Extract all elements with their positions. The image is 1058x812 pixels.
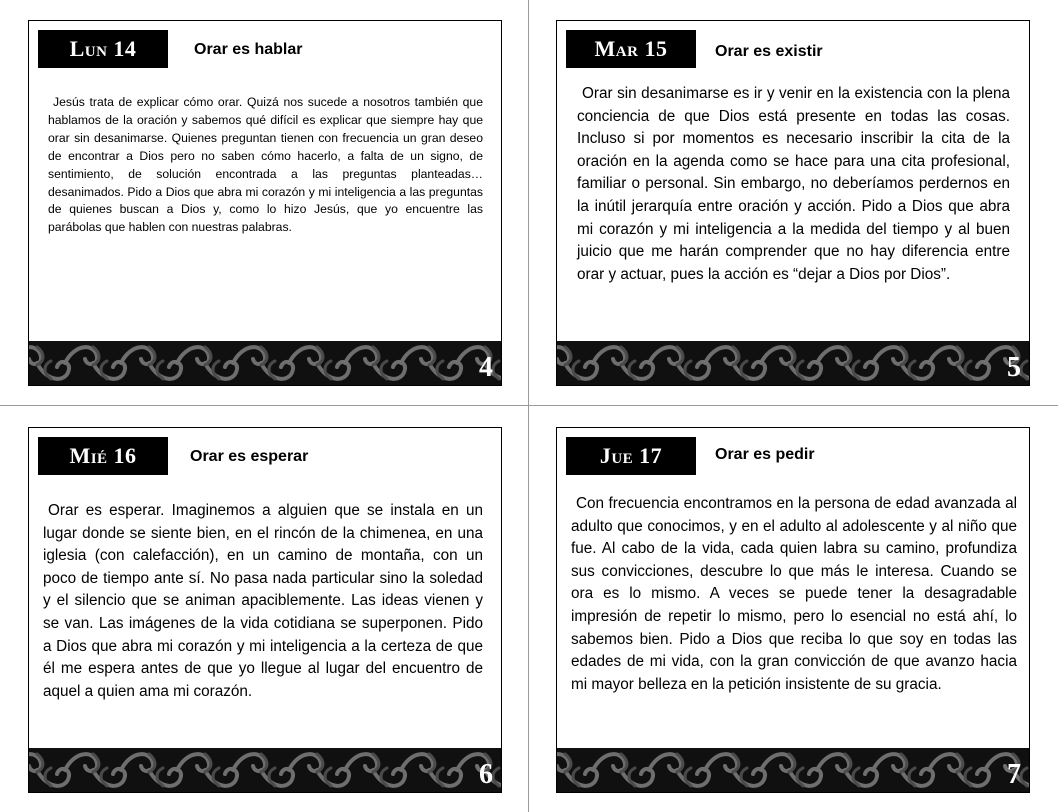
ornament-band [557,341,1029,385]
ornament-band [29,748,501,792]
card-subtitle: Orar es pedir [715,446,815,463]
ornament-band [557,748,1029,792]
day-label: Mié 16 [38,437,168,475]
horizontal-divider [0,405,1058,406]
card-jue-17 [556,427,1030,793]
card-body-text: Con frecuencia encontramos en la persona de edad avanzada al adulto que conocimos, y en el adulto al adolescente y al niño que fue. Al cabo de la vida, cada quien labra su camino, profundiza sus convicciones, descubre lo que más le interesa. Cuando se ora es lo mismo. A veces se puede tener la desagradable impresión de repetir lo mismo, pero lo esencial no está ahí, lo sabemos bien. Pido a Dios que reciba lo que soy en todas las edades de mi vida, con la gran convicción de que avanzo hacia mi mayor belleza en la petición insistente de su gracia. [571,495,1017,693]
ornament-pattern [29,748,501,792]
card-body-text: Orar sin desanimarse es ir y venir en la existencia con la plena conciencia de que Dios está presente en todas las cosas. Incluso si por momentos es necesario inscribir la cita de la oración en la agenda como se hace para una cita profesional, familiar o personal. Sin embargo, no deberíamos perdernos en la inútil jerarquía entre oración y acción. Pido a Dios que abra mi corazón y mi inteligencia a la medida del tiempo y al buen juicio que me harán comprender que no hay diferencia entre orar y actuar, pues la acción es “dejar a Dios por Dios”. [577,85,1010,283]
card-body-text: Jesús trata de explicar cómo orar. Quizá nos sucede a nosotros también que hablamos de la oración y sabemos qué difícil es explicar que siempre hay que orar sin desanimarse. Quienes preguntan tienen con frecuencia un gran deseo de encontrar a Dios pero no saben cómo hacerlo, a falta de un signo, de sentimiento, de solución encontrada a las preguntas planteadas… desanimados. Pido a Dios que abra mi corazón y mi inteligencia a las preguntas de quienes buscan a Dios y, como lo hizo Jesús, que yo encuentre las parábolas que hablen con nuestras palabras. [48,95,483,235]
card-subtitle: Orar es esperar [190,448,309,465]
ornament-band [29,341,501,385]
page-number: 6 [479,759,493,790]
page-number: 5 [1007,352,1021,383]
day-label: Jue 17 [566,437,696,475]
card-lun-14 [28,20,502,386]
card-subtitle: Orar es hablar [194,41,303,58]
ornament-pattern [29,341,501,385]
vertical-divider [528,0,529,812]
card-mar-15 [556,20,1030,386]
page-number: 4 [479,352,493,383]
ornament-pattern [557,341,1029,385]
card-subtitle: Orar es existir [715,43,823,60]
ornament-pattern [557,748,1029,792]
card-body-text: Orar es esperar. Imaginemos a alguien que se instala en un lugar donde se siente bien, en el rincón de la chimenea, en una iglesia (con calefacción), en un camino de montaña, con un poco de tiempo ante sí. No pasa nada particular sino la soledad y el silencio que se animan apaciblemente. Las ideas vienen y se van. Las imágenes de la vida cotidiana se superponen. Pido a Dios que abra mi corazón y mi inteligencia a la certeza de que él me espera antes de que yo llegue al lugar del encuentro de aquel a quien ama mi corazón. [43,502,483,700]
page-number: 7 [1007,759,1021,790]
day-label: Lun 14 [38,30,168,68]
day-label: Mar 15 [566,30,696,68]
card-mie-16 [28,427,502,793]
